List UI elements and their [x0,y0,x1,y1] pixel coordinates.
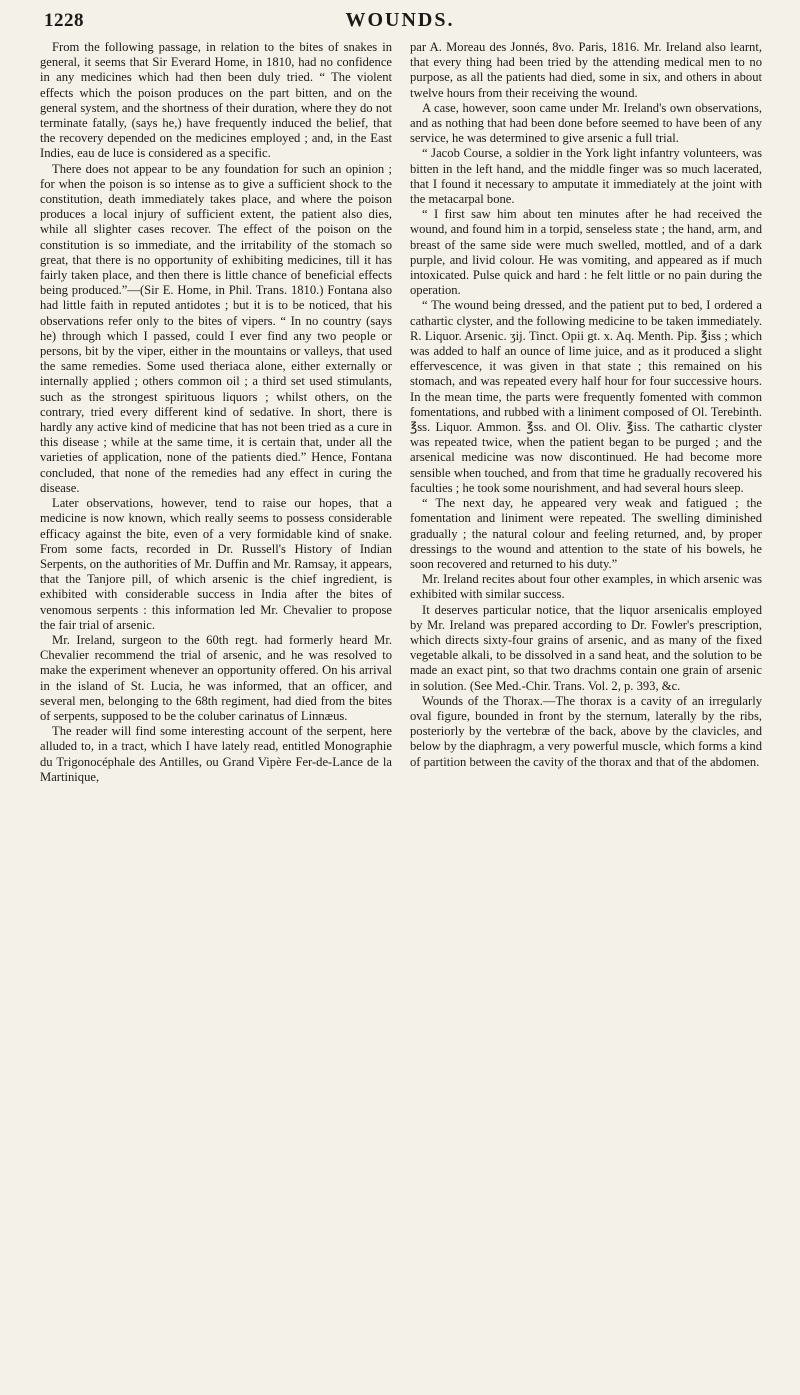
paragraph: A case, however, soon came under Mr. Ireland's own observations, and as nothing that had been done before seemed to have been of any service, he was determined to give arsenic a full trial. [410,100,762,146]
paragraph: Mr. Ireland recites about four other examples, in which arsenic was exhibited with similar success. [410,572,762,602]
paragraph: The reader will find some interesting account of the serpent, here alluded to, in a tract, which I have lately read, entitled Monographie du Trigonocéphale des Antilles, ou Grand Vipère Fer-de-Lance de la Martinique, [40,724,392,784]
paragraph: Later observations, however, tend to raise our hopes, that a medicine is now known, which really seems to possess considerable efficacy against the bite, even of a very formidable kind of snake. From some facts, recorded in Dr. Russell's History of Indian Serpents, on the authorities of Mr. Duffin and Mr. Ramsay, it appears, that the Tanjore pill, of which arsenic is the chief ingredient, is exhibited with considerable success in India after the bites of venomous serpents : this information led Mr. Chevalier to propose the fair trial of arsenic. [40,496,392,632]
paragraph: Wounds of the Thorax.—The thorax is a cavity of an irregularly oval figure, bounded in front by the sternum, laterally by the ribs, posteriorly by the vertebræ of the back, above by the clavicles, and below by the diaphragm, a very powerful muscle, which forms a kind of partition between the cavity of the thorax and that of the abdomen. [410,693,762,769]
paragraph: From the following passage, in relation to the bites of snakes in general, it seems that Sir Everard Home, in 1810, had no confidence in any medicines which had then been duly tried. “ The violent effects which the poison produces on the part bitten, and on the general system, and the shortness of their duration, where they do not terminate fatally, (says he,) have frequently induced the belief, that the recovery depended on the medicines employed ; and, in the East Indies, eau de luce is considered as a specific. [40,40,392,161]
paragraph: “ The next day, he appeared very weak and fatigued ; the fomentation and liniment were repeated. The swelling diminished gradually ; the natural colour and feeling returned, and, by proper dressings to the wound and attention to the state of his bowels, he soon recovered and returned to his duty.” [410,496,762,571]
paragraph: “ Jacob Course, a soldier in the York light infantry volunteers, was bitten in the left hand, and the middle finger was so much lacerated, that I found it necessary to amputate it immediately at the joint with the metacarpal bone. [410,146,762,207]
paragraph: “ I first saw him about ten minutes after he had received the wound, and found him in a torpid, senseless state ; the hand, arm, and breast of the same side were much swelled, mottled, and of a dark purple, and livid colour. He was vomiting, and appeared as if much intoxicated. Pulse quick and hard : he felt little or no pain during the operation. [410,207,762,298]
paragraph: There does not appear to be any foundation for such an opinion ; for when the poison is so intense as to give a sufficient shock to the constitution, death immediately takes place, and where the poison produces a local injury of sufficient extent, the patient also dies, while all slighter cases recover. The effect of the poison on the constitution is so immediate, and the irritability of the stomach so great, that there is no opportunity of exhibiting medicines, till it has fairly taken place, and then there is little chance of beneficial effects being produced.”—(Sir E. Home, in Phil. Trans. 1810.) Fontana also had little faith in reputed antidotes ; but it is to be noticed, that his observations refer only to the bites of vipers. “ In no country (says he) through which I passed, could I ever find any two people or persons, bit by the viper, either in the mountains or valleys, that used the same remedies. Some used theriaca alone, either externally or internally applied ; others common oil ; a third set used stimulants, such as the strongest spirituous liquors ; whilst others, on the contrary, tried every different kind of sedative. In short, there is hardly any active kind of medicine that has not been tried as a cure in this disease ; while at the same time, it is certain that, under all the varieties of application, none of the patients died.” Hence, Fontana concluded, that none of the remedies had any effect in curing the disease. [40,161,392,495]
paragraph: “ The wound being dressed, and the patient put to bed, I ordered a cathartic clyster, and the following medicine to be taken immediately. R. Liquor. Arsenic. ʒij. Tinct. Opii gt. x. Aq. Menth. Pip. ℥iss ; which was added to half an ounce of lime juice, and as it produced a slight effervescence, it was given in that state ; this remained on his stomach, and was repeated every half hour for four successive hours. In the mean time, the parts were frequently fomented with common fomentations, and rubbed with a liniment composed of Ol. Terebinth. ℥ss. Liquor. Ammon. ℥ss. and Ol. Oliv. ℥iss. The cathartic clyster was repeated twice, when the patient began to be purged ; and the arsenical medicine was now discontinued. He had become more sensible when touched, and from that time he gradually recovered his faculties ; he took some nourishment, and had several hours sleep. [410,298,762,495]
page-number: 1228 [44,10,84,31]
paragraph: par A. Moreau des Jonnés, 8vo. Paris, 1816. Mr. Ireland also learnt, that every thing had been tried by the attending medical men to no purpose, as all the patients had died, some in six, and others in about twelve hours from their receiving the wound. [410,40,762,100]
left-column [40,40,392,785]
paragraph: It deserves particular notice, that the liquor arsenicalis employed by Mr. Ireland was prepared according to Dr. Fowler's prescription, which directs sixty-four grains of arsenic, and as many of the fixed vegetable alkali, to be dissolved in a sand heat, and the solution to be made an exact pint, so that two drachms contain one grain of arsenic in solution. (See Med.-Chir. Trans. Vol. 2, p. 393, &c. [410,602,762,693]
paragraph: Mr. Ireland, surgeon to the 60th regt. had formerly heard Mr. Chevalier recommend the trial of arsenic, and he was resolved to make the experiment whenever an opportunity offered. On his arrival in the island of St. Lucia, he was informed, that an officer, and several men, belonging to the 68th regiment, had died from the bites of serpents, supposed to be the coluber carinatus of Linnæus. [40,632,392,723]
right-column [410,40,762,770]
running-head: WOUNDS. [345,9,455,31]
page-header [0,6,800,36]
